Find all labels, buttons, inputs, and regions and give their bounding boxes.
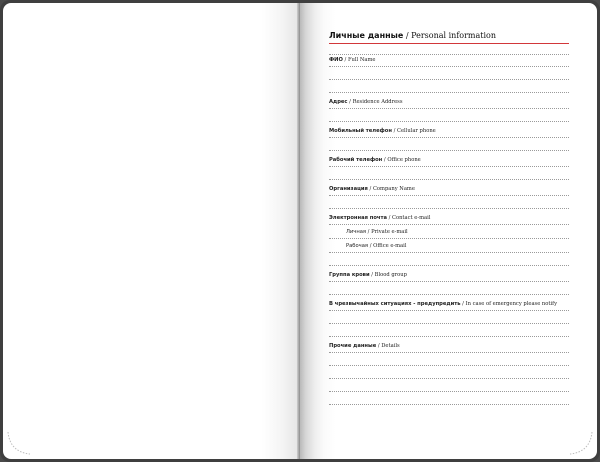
field-separator: /	[366, 229, 372, 235]
page-title-sep: /	[403, 31, 412, 40]
field-label-en: Details	[381, 343, 400, 349]
writing-line[interactable]	[329, 365, 569, 366]
writing-line[interactable]	[329, 352, 569, 353]
field-separator: /	[382, 157, 388, 163]
writing-line[interactable]	[329, 404, 569, 405]
field-label-emergency	[329, 295, 569, 308]
writing-line[interactable]	[329, 281, 569, 282]
field-label-ru: ФИО	[329, 57, 343, 63]
field-label-ru: Мобильный телефон	[329, 128, 392, 134]
field-separator: /	[347, 99, 353, 105]
field-separator: /	[386, 215, 392, 221]
field-label-ru: Адрес	[329, 99, 348, 105]
writing-line[interactable]	[329, 391, 569, 392]
writing-line[interactable]	[329, 252, 569, 253]
field-separator: /	[391, 128, 397, 134]
field-label-company	[329, 180, 569, 193]
field-label-office-phone	[329, 151, 569, 164]
field-label-en: Blood group	[374, 272, 407, 278]
field-label-full-name	[329, 55, 569, 64]
writing-line[interactable]	[329, 79, 569, 80]
field-label-ru: Электронная почта	[329, 215, 387, 221]
field-separator: /	[368, 243, 374, 249]
field-label-en: Contact e-mail	[392, 215, 431, 221]
field-label-details	[329, 337, 569, 350]
writing-line[interactable]	[329, 137, 569, 138]
field-label-ru: Организация	[329, 186, 368, 192]
writing-line[interactable]	[329, 108, 569, 109]
field-label-ru: Группа крови	[329, 272, 370, 278]
field-label-en: Residence Address	[352, 99, 403, 105]
field-label-address	[329, 93, 569, 106]
field-label-ru: Личная	[346, 229, 367, 235]
field-label-office-email	[329, 239, 569, 250]
field-label-ru: Прочие данные	[329, 343, 377, 349]
writing-line[interactable]	[329, 166, 569, 167]
field-label-en: Office e-mail	[373, 243, 407, 249]
field-label-ru: В чрезвычайных ситуациях - предупредить	[329, 301, 461, 307]
writing-line[interactable]	[329, 66, 569, 67]
field-separator: /	[369, 272, 375, 278]
field-label-cell-phone	[329, 122, 569, 135]
field-label-blood-group	[329, 266, 569, 279]
field-label-en: Private e-mail	[371, 229, 408, 235]
left-page	[3, 3, 297, 459]
field-separator: /	[367, 186, 373, 192]
rounded-corner-stitch-right	[568, 430, 594, 456]
writing-line[interactable]	[329, 323, 569, 324]
rounded-corner-stitch-left	[6, 430, 32, 456]
field-label-en: Cellular phone	[396, 128, 436, 134]
writing-line[interactable]	[329, 195, 569, 196]
field-label-en: Office phone	[387, 157, 421, 163]
field-separator: /	[342, 57, 348, 63]
field-label-ru: Рабочий телефон	[329, 157, 383, 163]
page-title	[329, 31, 569, 44]
writing-line[interactable]	[329, 310, 569, 311]
field-label-private-email	[329, 225, 569, 236]
page-title-en: Personal information	[411, 31, 497, 40]
page-title-ru: Личные данные	[329, 31, 404, 40]
field-label-ru: Рабочая	[346, 243, 369, 249]
field-label-en: Full Name	[347, 57, 376, 63]
writing-line[interactable]	[329, 378, 569, 379]
field-separator: /	[460, 301, 466, 307]
personal-info-form	[329, 31, 569, 405]
field-label-email	[329, 209, 569, 222]
field-label-en: In case of emergency please notify	[465, 301, 557, 307]
field-separator: /	[376, 343, 382, 349]
field-label-en: Company Name	[372, 186, 415, 192]
